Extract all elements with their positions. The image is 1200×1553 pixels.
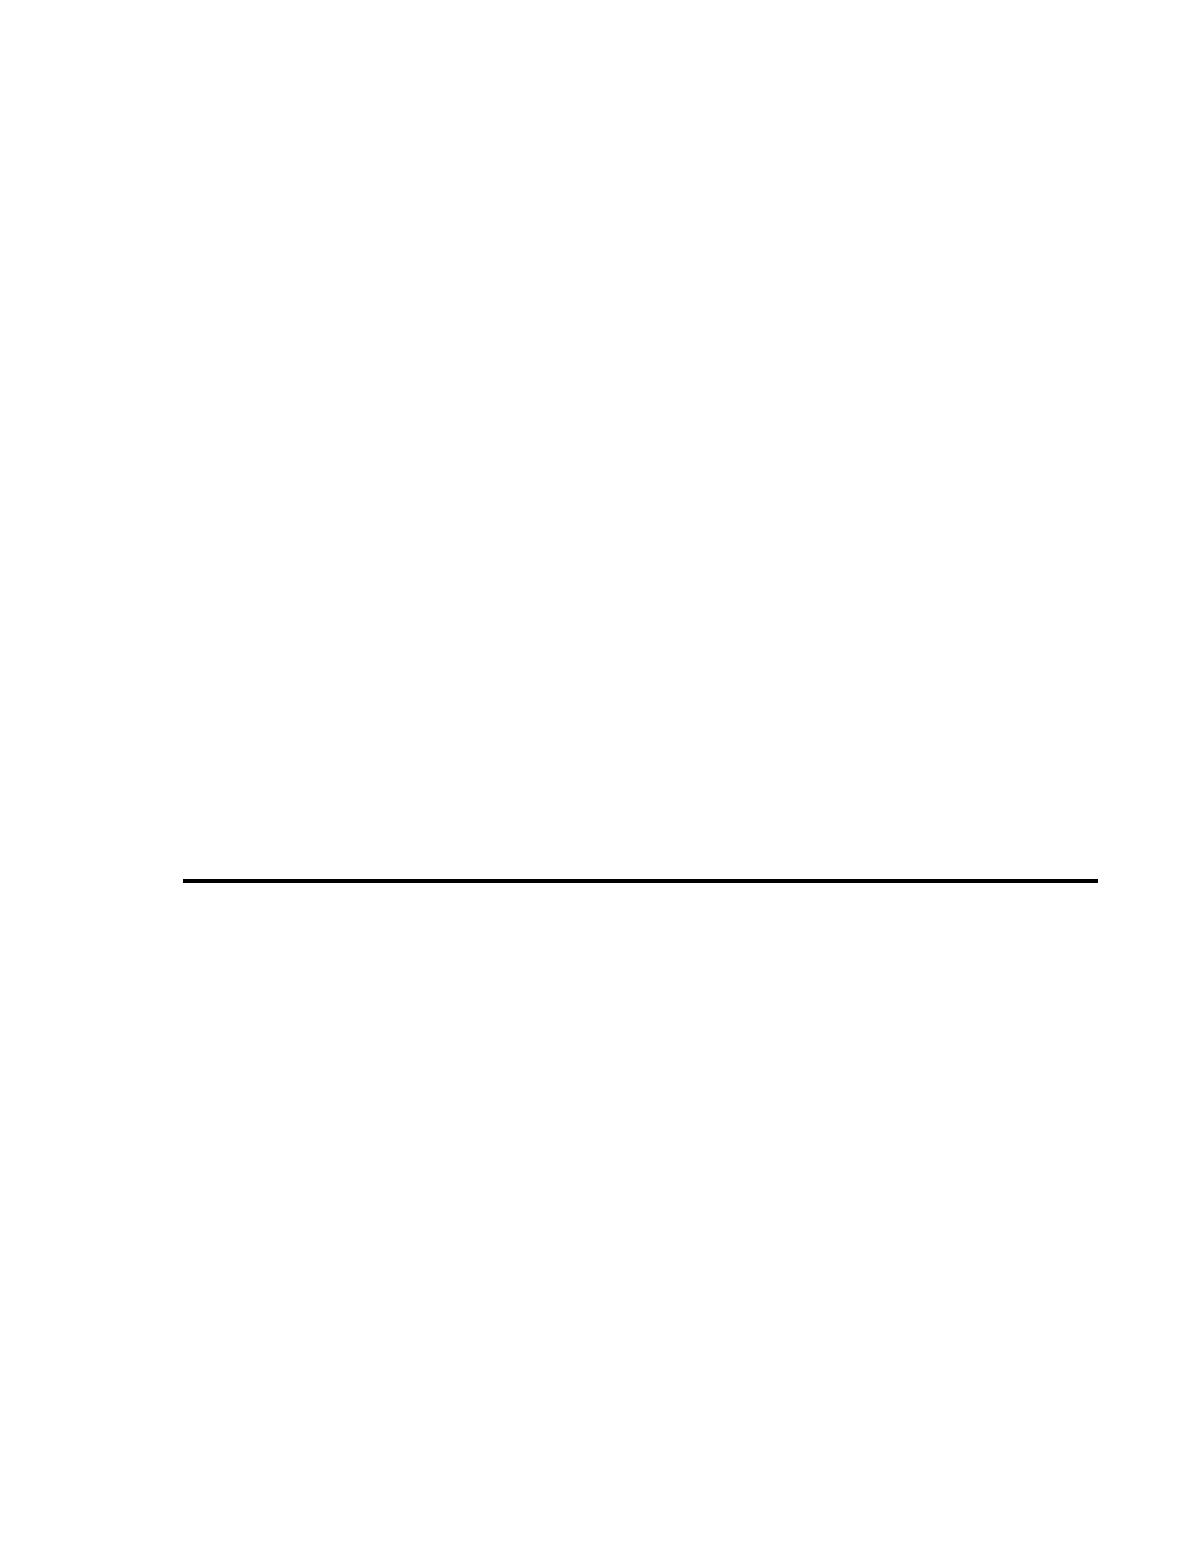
column-header-b: [716, 880, 1098, 882]
match-table: [183, 879, 1098, 883]
column-header-a: [184, 880, 716, 882]
match-table-header-row: [184, 880, 1097, 882]
